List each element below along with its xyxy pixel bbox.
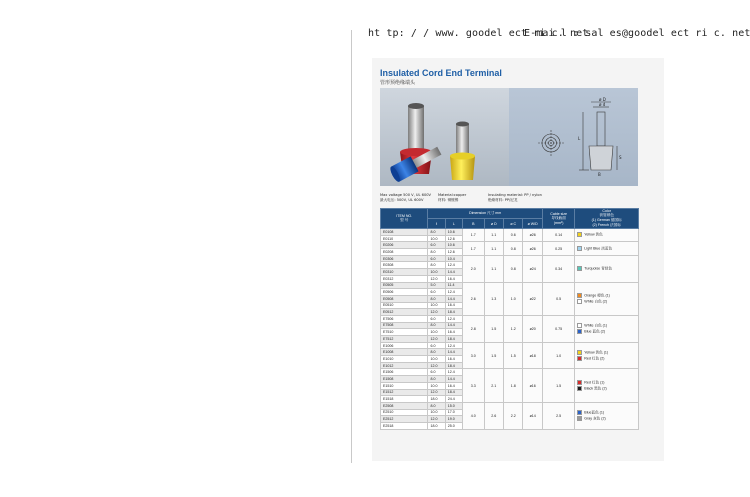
table-cell: 12.6	[445, 235, 462, 242]
color-swatch	[577, 299, 582, 304]
table-cell: 18.4	[445, 309, 462, 316]
table-cell: 14.4	[445, 295, 462, 302]
table-cell: E1506	[381, 369, 428, 376]
table-cell	[575, 315, 639, 342]
table-cell: E1008	[381, 349, 428, 356]
table-cell	[575, 229, 639, 242]
table-cell: 10.6	[445, 242, 462, 249]
color-swatch	[577, 380, 582, 385]
color-label: Black 黑色 (2)	[584, 386, 607, 391]
table-cell: ø26	[523, 229, 542, 242]
table-cell: 18.0	[428, 422, 445, 429]
color-label: Blue 蓝色 (2)	[584, 329, 606, 334]
header-dim: ℓ	[428, 219, 445, 229]
table-cell: ø24	[523, 255, 542, 282]
table-cell: E0512	[381, 309, 428, 316]
table-cell: E2512	[381, 416, 428, 423]
table-cell: E7508	[381, 322, 428, 329]
color-entry	[577, 266, 636, 271]
table-cell: 2.5	[542, 402, 574, 429]
table-cell: 15.0	[445, 402, 462, 409]
header-dim: ø D	[484, 219, 503, 229]
color-entry	[577, 232, 636, 237]
table-cell: 12.0	[428, 275, 445, 282]
table-cell: 12.0	[428, 416, 445, 423]
table-cell: 1.0	[504, 282, 523, 315]
page-divider	[351, 30, 352, 463]
color-entry	[577, 416, 636, 421]
table-cell: ø26	[523, 242, 542, 255]
table-cell: E0505	[381, 282, 428, 289]
table-cell: 2.1	[484, 369, 503, 402]
header-dim: ø W/D	[523, 219, 542, 229]
label-b: B	[598, 172, 601, 177]
color-swatch	[577, 232, 582, 237]
table-cell	[575, 402, 639, 429]
label-d1: ø D	[599, 97, 606, 102]
table-cell: E0308	[381, 262, 428, 269]
table-row	[381, 369, 639, 376]
table-cell: 1.2	[504, 315, 523, 342]
table-cell: ø22	[523, 282, 542, 315]
table-cell: 11.4	[445, 282, 462, 289]
table-cell: E0206	[381, 242, 428, 249]
table-row	[381, 242, 639, 249]
table-cell: 1.7	[463, 229, 485, 242]
table-cell: 2.6	[484, 402, 503, 429]
color-label: Orange 橙色 (1)	[584, 293, 610, 298]
header-cable: Cable size 导线截面 (mm²)	[542, 209, 574, 229]
header-item: ITEM NO. 型 号	[381, 209, 428, 229]
table-cell: 10.0	[428, 269, 445, 276]
table-cell: 6.0	[428, 242, 445, 249]
color-label: Red 红色 (2)	[584, 356, 605, 361]
header-dim: B	[463, 219, 485, 229]
table-cell: 8.0	[428, 322, 445, 329]
color-swatch	[577, 350, 582, 355]
website-url[interactable]: ht tp: / / www. goodel ect ri c. net	[368, 28, 589, 39]
table-cell: 1.8	[504, 369, 523, 402]
table-cell: 14.4	[445, 349, 462, 356]
table-cell: E0506	[381, 289, 428, 296]
table-cell: 16.4	[445, 356, 462, 363]
table-cell	[575, 282, 639, 315]
table-cell: 1.1	[484, 242, 503, 255]
table-cell: 0.25	[542, 242, 574, 255]
color-swatch	[577, 323, 582, 328]
table-cell: ø20	[523, 315, 542, 342]
table-cell: 12.0	[428, 389, 445, 396]
header-dimensions: Dimension 尺寸 mm	[428, 209, 542, 219]
table-cell: E7510	[381, 329, 428, 336]
color-swatch	[577, 410, 582, 415]
table-cell: 3.0	[463, 342, 485, 369]
color-swatch	[577, 329, 582, 334]
table-cell: E0312	[381, 275, 428, 282]
table-cell: 10.0	[428, 382, 445, 389]
table-cell: 1.1	[484, 229, 503, 242]
header-color: Color 套管颜色 (1) German 德国标 (2) French 法国标	[575, 209, 639, 229]
product-photo	[380, 88, 510, 186]
color-entry	[577, 299, 636, 304]
table-cell: 12.0	[428, 309, 445, 316]
table-cell: 0.8	[504, 255, 523, 282]
table-cell: 0.6	[504, 229, 523, 242]
table-row	[381, 402, 639, 409]
table-cell: E1510	[381, 382, 428, 389]
table-cell	[575, 242, 639, 255]
table-cell: 1.3	[484, 282, 503, 315]
table-cell: 12.4	[445, 262, 462, 269]
table-cell: E0306	[381, 255, 428, 262]
table-cell: 1.5	[542, 369, 574, 402]
table-cell: 8.0	[428, 376, 445, 383]
header-dim: L	[445, 219, 462, 229]
table-cell: 12.4	[445, 289, 462, 296]
table-cell: 18.4	[445, 362, 462, 369]
label-l: L	[578, 136, 581, 141]
table-cell: 6.0	[428, 342, 445, 349]
table-cell: 0.34	[542, 255, 574, 282]
table-cell: 10.0	[428, 356, 445, 363]
table-cell: 16.4	[445, 275, 462, 282]
color-label: White 白色 (1)	[584, 323, 608, 328]
table-cell: 12.0	[428, 362, 445, 369]
table-cell: 2.8	[463, 315, 485, 342]
table-cell	[575, 255, 639, 282]
table-cell: E2518	[381, 422, 428, 429]
color-entry	[577, 386, 636, 391]
table-cell: 0.14	[542, 229, 574, 242]
table-cell: 25.0	[445, 422, 462, 429]
spec-insulation: Insulating material: PP / nylon 绝缘材料: PP/尼龙	[488, 193, 542, 202]
table-cell: 2.0	[463, 255, 485, 282]
page-title: Insulated Cord End Terminal	[380, 68, 502, 78]
color-label: Red 红色 (1)	[584, 380, 605, 385]
label-d2: ø d	[599, 102, 606, 107]
table-cell: E0108	[381, 229, 428, 236]
table-cell: 19.0	[445, 416, 462, 423]
table-cell: 12.4	[445, 342, 462, 349]
label-s: S	[619, 155, 622, 160]
table-cell: 18.4	[445, 336, 462, 343]
table-cell: E0208	[381, 249, 428, 256]
table-cell: 6.0	[428, 255, 445, 262]
color-entry	[577, 246, 636, 251]
color-swatch	[577, 293, 582, 298]
spec-voltage: Max voltage 500 V, UL 600V 最大电压: 500V, UL 600V	[380, 193, 431, 202]
table-cell: E0508	[381, 295, 428, 302]
table-cell: E2510	[381, 409, 428, 416]
table-cell	[575, 369, 639, 402]
table-cell: 1.5	[484, 315, 503, 342]
table-cell: 1.0	[542, 342, 574, 369]
email-address[interactable]: E-mai l : sal es@goodel ect ri c. net	[524, 28, 750, 39]
table-cell: 14.4	[445, 322, 462, 329]
technical-drawing	[509, 88, 638, 186]
table-cell: E0310	[381, 269, 428, 276]
specification-table	[380, 208, 639, 430]
color-label: Gray 灰色 (2)	[584, 416, 606, 421]
table-cell: E7506	[381, 315, 428, 322]
table-cell: ø14	[523, 402, 542, 429]
table-cell: E1012	[381, 362, 428, 369]
table-cell: 1.7	[463, 242, 485, 255]
color-label: White 白色 (2)	[584, 299, 608, 304]
table-cell: 2.2	[504, 402, 523, 429]
table-cell: 12.4	[445, 369, 462, 376]
page-subtitle: 管形预绝缘端头	[380, 80, 416, 86]
table-cell: ø18	[523, 342, 542, 369]
table-cell: 16.4	[445, 382, 462, 389]
table-cell: 14.4	[445, 269, 462, 276]
table-cell: 10.0	[428, 409, 445, 416]
table-cell: 1.5	[504, 342, 523, 369]
table-cell: 0.5	[542, 282, 574, 315]
table-cell: 6.0	[428, 369, 445, 376]
table-cell: 16.4	[445, 302, 462, 309]
table-cell: E1006	[381, 342, 428, 349]
table-cell: 10.0	[428, 329, 445, 336]
table-cell: 17.0	[445, 409, 462, 416]
table-cell: 10.0	[428, 235, 445, 242]
table-cell: 1.1	[484, 255, 503, 282]
table-cell: 0.8	[504, 242, 523, 255]
table-cell: 5.0	[428, 282, 445, 289]
table-cell: 0.75	[542, 315, 574, 342]
color-swatch	[577, 416, 582, 421]
table-cell: 6.0	[428, 315, 445, 322]
catalog-page	[372, 58, 664, 461]
table-cell: 8.0	[428, 349, 445, 356]
table-cell: E0510	[381, 302, 428, 309]
color-swatch	[577, 246, 582, 251]
color-label: Blue蓝色 (1)	[584, 410, 605, 415]
table-cell: 10.0	[428, 302, 445, 309]
table-cell: 8.0	[428, 262, 445, 269]
table-cell: 16.4	[445, 329, 462, 336]
color-entry	[577, 356, 636, 361]
color-label: Yellow 黄色	[584, 232, 603, 237]
table-cell: E1010	[381, 356, 428, 363]
color-label: Turquoise 青绿色	[584, 266, 612, 271]
table-cell: 14.4	[445, 376, 462, 383]
table-cell: 6.0	[428, 289, 445, 296]
table-row	[381, 342, 639, 349]
color-label: Light Blue 淡蓝色	[584, 246, 613, 251]
table-cell: 2.6	[463, 282, 485, 315]
table-cell: 8.0	[428, 249, 445, 256]
table-cell: 12.6	[445, 249, 462, 256]
table-cell: E0110	[381, 235, 428, 242]
table-row	[381, 282, 639, 289]
color-label: Yellow 黄色 (1)	[584, 350, 609, 355]
table-cell: 12.0	[428, 336, 445, 343]
table-cell: 8.0	[428, 229, 445, 236]
spec-material: Material:copper 材料: 铜镀锡	[438, 193, 467, 202]
table-cell: E7512	[381, 336, 428, 343]
table-cell: 10.6	[445, 229, 462, 236]
table-cell: E1508	[381, 376, 428, 383]
table-cell: E1518	[381, 396, 428, 403]
color-swatch	[577, 356, 582, 361]
table-row	[381, 315, 639, 322]
color-swatch	[577, 266, 582, 271]
table-cell: E1512	[381, 389, 428, 396]
table-cell: 3.3	[463, 369, 485, 402]
table-cell: 24.4	[445, 396, 462, 403]
table-cell: 12.4	[445, 315, 462, 322]
table-cell	[575, 342, 639, 369]
table-cell: E2508	[381, 402, 428, 409]
table-cell: 8.0	[428, 295, 445, 302]
color-entry	[577, 329, 636, 334]
table-cell: 4.0	[463, 402, 485, 429]
header-dim: ø C	[504, 219, 523, 229]
table-cell: 1.5	[484, 342, 503, 369]
table-cell: ø16	[523, 369, 542, 402]
table-cell: 18.4	[445, 389, 462, 396]
table-row	[381, 229, 639, 236]
table-row	[381, 255, 639, 262]
table-cell: 18.0	[428, 396, 445, 403]
table-cell: 10.4	[445, 255, 462, 262]
color-swatch	[577, 386, 582, 391]
table-cell: 8.0	[428, 402, 445, 409]
